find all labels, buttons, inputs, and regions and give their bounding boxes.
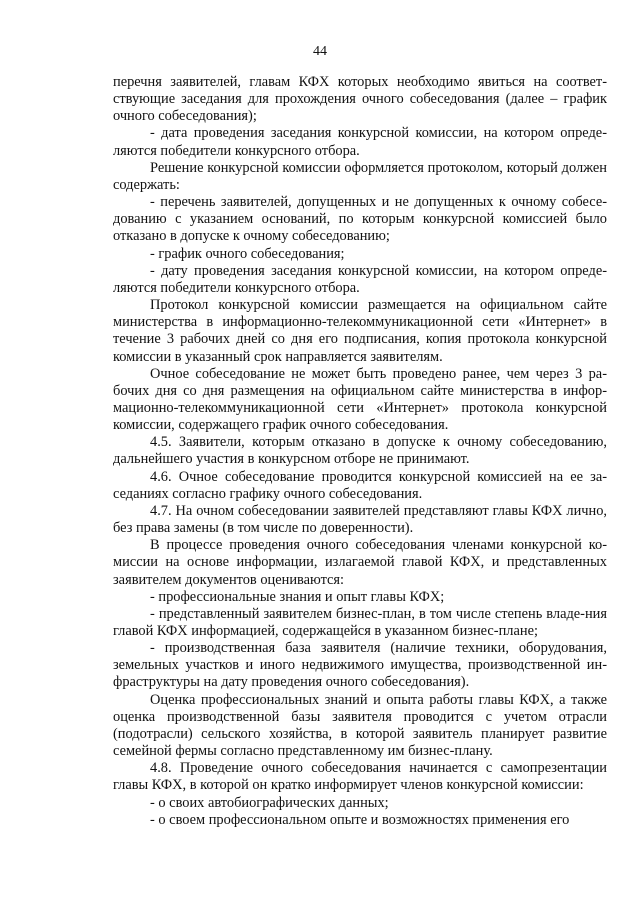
paragraph: - график очного собеседования; (150, 245, 345, 262)
paragraph: перечня заявителей, главам КФХ которых необходимо явиться на соответ-ствующие заседания для прохождения очного собеседования (далее – график очного собеседования); (113, 74, 607, 125)
paragraph: - производственная база заявителя (наличие техники, оборудования, земельных участков и иного недвижимого имущества, производственной ин-фраструктуры на дату проведения очного собеседования). (113, 640, 607, 691)
paragraph: 4.7. На очном собеседовании заявителей представляют главы КФХ лично, без права замены (в том числе по доверенности). (113, 502, 607, 537)
paragraph: - дата проведения заседания конкурсной комиссии, на котором опреде-ляются победители конкурсного отбора. (113, 125, 607, 159)
paragraph: В процессе проведения очного собеседования членами конкурсной ко-миссии на основе информации, излагаемой главой КФХ, и представленных заявителем документов оцениваются: (113, 537, 607, 588)
paragraph: 4.8. Проведение очного собеседования начинается с самопрезентации главы КФХ, в которой он кратко информирует членов конкурсной комиссии: (113, 760, 607, 794)
paragraph: 4.6. Очное собеседование проводится конкурсной комиссией на ее за-седаниях согласно графику очного собеседования. (113, 468, 607, 502)
paragraph: Оценка профессиональных знаний и опыта работы главы КФХ, а также оценка производственной базы заявителя проводится с учетом отрасли (подотрасли) сельского хозяйства, в которой заявитель планирует развитие семейной фермы согласно представленному им бизнес-плану. (113, 691, 607, 760)
paragraph: - о своих автобиографических данных; (150, 794, 389, 811)
paragraph: Решение конкурсной комиссии оформляется протоколом, который должен содержать: (113, 159, 607, 193)
paragraph: - о своем профессиональном опыте и возможностях применения его (150, 811, 570, 828)
paragraph: - перечень заявителей, допущенных и не допущенных к очному собесе-дованию с указанием оснований, по которым конкурсной комиссией было отказано в допуске к очному собеседованию; (113, 194, 607, 245)
paragraph: - представленный заявителем бизнес-план, в том числе степень владе-ния главой КФХ информацией, содержащейся в указанном бизнес-плане; (113, 605, 607, 639)
page-number: 44 (313, 44, 327, 59)
body-text (113, 74, 607, 829)
paragraph: - профессиональные знания и опыт главы КФХ; (150, 588, 445, 605)
paragraph: Очное собеседование не может быть проведено ранее, чем через 3 ра-бочих дня со дня размещения на официальном сайте министерства в инфор-мационно-телекоммуникационной сети «Интернет» протокола конкурсной комиссии, содержащего график очного собеседования. (113, 365, 607, 434)
paragraph: Протокол конкурсной комиссии размещается на официальном сайте министерства в информационно-телекоммуникационной сети «Интернет» в течение 3 рабочих дней со дня его подписания, копия протокола конкурсной комиссии в указанный срок направляется заявителям. (113, 297, 607, 365)
paragraph: 4.5. Заявители, которым отказано в допуске к очному собеседованию, дальнейшего участия в конкурсном отборе не принимают. (113, 434, 607, 468)
paragraph: - дату проведения заседания конкурсной комиссии, на котором опреде-ляются победители конкурсного отбора. (113, 262, 607, 296)
